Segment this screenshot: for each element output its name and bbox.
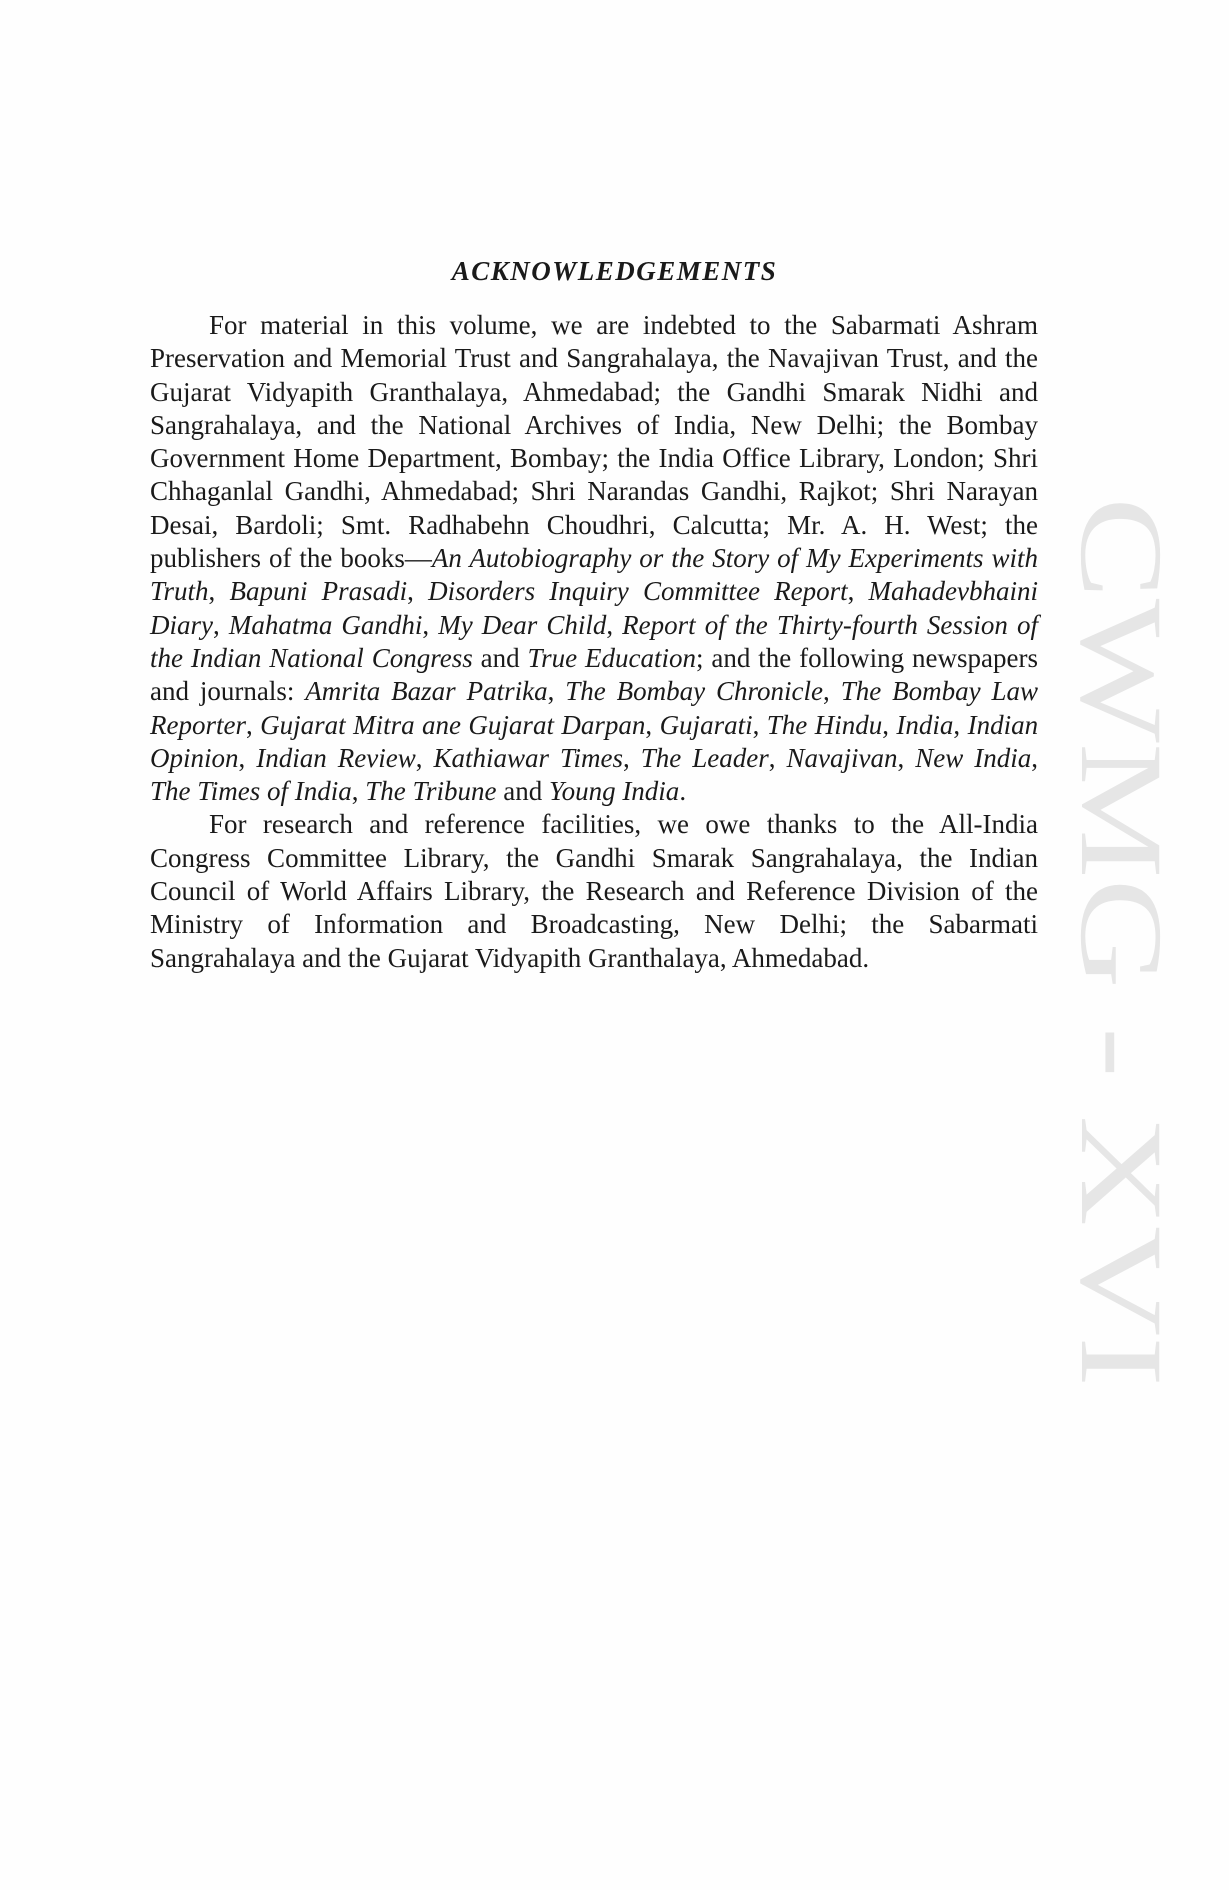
italic-title: Bapuni Prasadi xyxy=(229,576,408,607)
text-run: , xyxy=(208,576,230,607)
italic-title: The Tribune xyxy=(365,776,497,807)
paragraph-acknowledgements xyxy=(150,309,1038,808)
text-run: . xyxy=(679,776,687,807)
italic-title: Amrita Bazar Patrika xyxy=(305,676,548,707)
italic-title: The Times of India xyxy=(150,776,352,807)
text-run: and xyxy=(472,642,528,673)
body-text xyxy=(150,309,1038,975)
text-run: For material in this volume, we are indebted to the Sabarmati Ashram Preservation and Memorial Trust and Sangrahalaya, the Navajivan Trust, and the Gujarat Vidyapith Granthalaya, Ahmedabad; the Gandhi Smarak Nidhi and Sangrahalaya, and the National Archives of India, New Delhi; the Bombay Government Home Department, Bombay; the India Office Library, London; Shri Chhaganlal Gandhi, Ahmedabad; Shri Narandas Gandhi, Rajkot; Shri Narayan Desai, Bardoli; Smt. Radhabehn Choudhri, Calcutta; Mr. A. H. West; the publishers of the books— xyxy=(150,310,1038,574)
italic-title: True Education xyxy=(527,642,696,673)
italic-title: Disorders Inquiry Committee Report xyxy=(428,576,848,607)
italic-title: The Leader xyxy=(640,742,769,773)
text-run: , xyxy=(897,742,916,773)
text-run: , xyxy=(245,709,261,740)
text-run: , xyxy=(351,776,366,807)
italic-title: Kathiawar Times xyxy=(433,742,624,773)
italic-title: The Hindu xyxy=(766,709,883,740)
text-run: , xyxy=(1031,742,1038,773)
text-run: , xyxy=(238,742,257,773)
italic-title: The Bombay Chronicle xyxy=(565,676,824,707)
paragraph-research-thanks xyxy=(150,808,1038,974)
italic-title: Mahadevbhaini Diary xyxy=(150,576,1039,640)
italic-title: Navajivan xyxy=(786,742,898,773)
italic-title: India xyxy=(896,709,954,740)
text-run: , xyxy=(645,709,660,740)
italic-title: Indian Opinion xyxy=(150,709,1039,773)
text-run: and xyxy=(496,776,550,807)
page-title: ACKNOWLEDGEMENTS xyxy=(451,256,778,286)
text-run: , xyxy=(422,609,439,640)
text-run: , xyxy=(407,576,429,607)
italic-title: An Autobiography or the Story of My Experiments with Truth xyxy=(150,543,1038,607)
text-run: ; and the following newspapers and journals: xyxy=(150,642,1039,707)
text-run: , xyxy=(606,609,623,640)
text-run: For research and reference facilities, we owe thanks to the All-India Congress Committee Library, the Gandhi Smarak Sangrahalaya, the Indian Council of World Affairs Library, the Research and Reference Division of the Ministry of Information and Broadcasting, New Delhi; the Sabarmati Sangrahalaya and the Gujarat Vidyapith Granthalaya, Ahmedabad. xyxy=(150,809,1038,973)
italic-title: Mahatma Gandhi xyxy=(228,609,423,640)
italic-title: Indian Review xyxy=(256,742,416,773)
italic-title: New India xyxy=(915,742,1032,773)
watermark-text: CWMG - XVI xyxy=(1056,497,1187,1186)
text-run: , xyxy=(213,609,229,640)
text-run: , xyxy=(882,709,897,740)
italic-title: The Bombay Law Reporter xyxy=(150,676,1038,740)
text-run: , xyxy=(547,676,566,707)
text-run: , xyxy=(752,709,767,740)
italic-title: Gujarati xyxy=(659,709,753,740)
italic-title: Report of the Thirty-fourth Session of the Indian National Congress xyxy=(150,609,1039,673)
text-run: , xyxy=(823,676,841,707)
italic-title: Young India xyxy=(549,776,680,807)
text-run: , xyxy=(415,742,434,773)
text-run: , xyxy=(768,742,787,773)
italic-title: Gujarat Mitra ane Gujarat Darpan xyxy=(260,709,646,740)
italic-title: My Dear Child xyxy=(438,609,607,640)
text-run: , xyxy=(847,576,869,607)
text-run: , xyxy=(623,742,641,773)
text-run: , xyxy=(953,709,968,740)
